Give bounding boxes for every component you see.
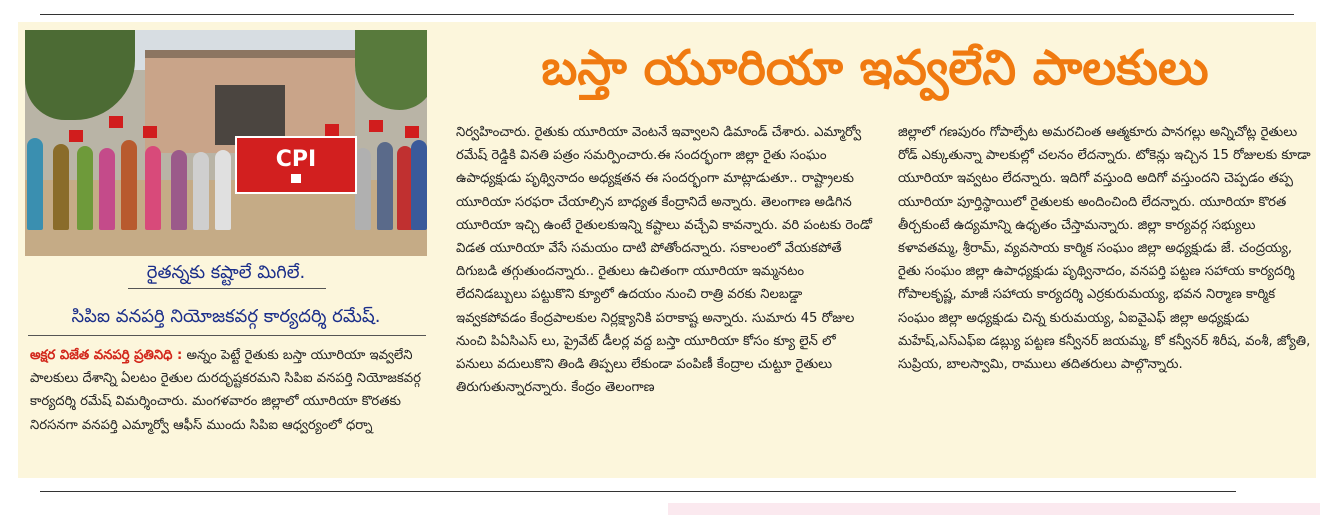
caption-underline [28,335,426,336]
cpi-banner [235,136,357,194]
photo-caption-line2: సిపిఐ వనపర్తి నియోజకవర్గ కార్యదర్శి రమేష్. [71,306,381,327]
article-column-1 [30,344,428,476]
photo-tree [25,30,135,120]
bottom-rule [40,491,1236,492]
caption-underline [128,288,326,289]
article-headline: బస్తా యూరియా ఇవ్వలేని పాలకులు [541,40,1209,96]
next-article-strip [668,503,1320,515]
top-rule [40,14,1294,15]
photo-crowd [25,130,427,230]
photo-caption-line1: రైతన్నకు కష్టాలే మిగిలే. [146,262,306,283]
article-column-3: జిల్లాలో గణపురం గోపాల్పేట అమరచింత ఆత్మకూరు పానగల్లు అన్నిచోట్ల రైతులు రోడ్ ఎక్కుతున్నా పాలకుల్లో చలనం లేదన్నారు. టోకెన్లు ఇచ్చిన 15 రోజులకు కూడా యూరియా ఇవ్వటం లేదన్నారు. ఇదిగో వస్తుంది అదిగో వస్తుందని చెప్పడం తప్ప యూరియా పూర్తిస్థాయిలో రైతులకు అందించింది లేదన్నారు. యూరియా కొరత తీర్చకుంటే ఉద్యమాన్ని ఉధృతం చేస్తామన్నారు. జిల్లా కార్యవర్గ సభ్యులు కళావతమ్మ, శ్రీరామ్, వ్యవసాయ కార్మిక సంఘం జిల్లా అధ్యక్షుడు జే. చంద్రయ్య, రైతు సంఘం జిల్లా ఉపాధ్యక్షుడు పృథ్వినాదం, వనపర్తి పట్టణ సహాయ కార్యదర్శి గోపాలకృష్ణ, మాజీ సహాయ కార్యదర్శి ఎర్రకురుమయ్య, భవన నిర్మాణ కార్మిక సంఘం జిల్లా అధ్యక్షుడు చిన్న కురుమయ్య, ఏఐవైఎఫ్ జిల్లా అధ్యక్షుడు మహేష్,ఎస్ఎఫ్ఐ డబ్ల్యు పట్టణ కన్వీనర్ జయమ్మ, కో కన్వీనర్ శిరీష, వంశీ, జ్యోతి, సుప్రియ, బాలస్వామి, రాములు తదితరులు పాల్గొన్నారు. [898,125,1311,373]
cpi-banner-text: CPI [275,147,317,172]
article-column-1-text: అన్నం పెట్టే రైతుకు బస్తా యూరియా ఇవ్వలేని పాలకులు దేశాన్ని ఏలటం రైతుల దురదృష్టకరమని సిపిఐ వనపర్తి నియోజకవర్గ కార్యదర్శి రమేష్ విమర్శించారు. మంగళవారం జిల్లాలో యూరియా కొరతకు నిరసనగా వనపర్తి ఎమ్మార్వో ఆఫీస్ ముందు సిపిఐ ఆధ్వర్యంలో ధర్నా [30,348,421,433]
article-dateline: అక్షర విజేత వనపర్తి ప్రతినిధి : [30,348,183,363]
photo-tree [355,30,427,110]
banner-subtext [291,174,302,183]
news-photo [25,30,427,256]
article-column-2: నిర్వహించారు. రైతుకు యూరియా వెంటనే ఇవ్వాలని డిమాండ్ చేశారు. ఎమ్మార్వో రమేష్ రెడ్డికి వినతి పత్రం సమర్పించారు.ఈ సందర్భంగా జిల్లా రైతు సంఘం ఉపాధ్యక్షుడు పృథ్వినాదం అధ్యక్షతన ఈ సందర్భంగా మాట్లాడుతూ.. రాష్ట్రాలకు యూరియా సరఫరా చేయాల్సిన బాధ్యత కేంద్రానిదే అన్నారు. తెలంగాణ అడిగిన యూరియా ఇచ్చి ఉంటే రైతులకుఇన్ని కష్టాలు వచ్చేవి కావన్నారు. వరి పంటకు రెండో విడత యూరియా వేసే సమయం దాటి పోతోందన్నారు. సకాలంలో వేయకపోతే దిగుబడి తగ్గుతుందన్నారు.. రైతులు ఉచితంగా యూరియా ఇమ్మనటం లేదనిడబ్బులు పట్టుకొని క్యూలో ఉదయం నుంచి రాత్రి వరకు నిలబడ్డా ఇవ్వకపోవడం కేంద్రపాలకుల నిర్లక్ష్యానికి పరాకాష్ట అన్నారు. సుమారు 45 రోజుల నుంచి పిఏసిఎస్ లు, ప్రైవేట్ డీలర్ల వద్ద బస్తా యూరియా కోసం క్యూ లైన్ లో పనులు వదులుకొని తిండి తిప్పలు లేకుండా పంపిణీ కేంద్రాల చుట్టూ రైతులు తిరుగుతున్నారన్నారు. కేంద్రం తెలంగాణ [456,125,872,396]
